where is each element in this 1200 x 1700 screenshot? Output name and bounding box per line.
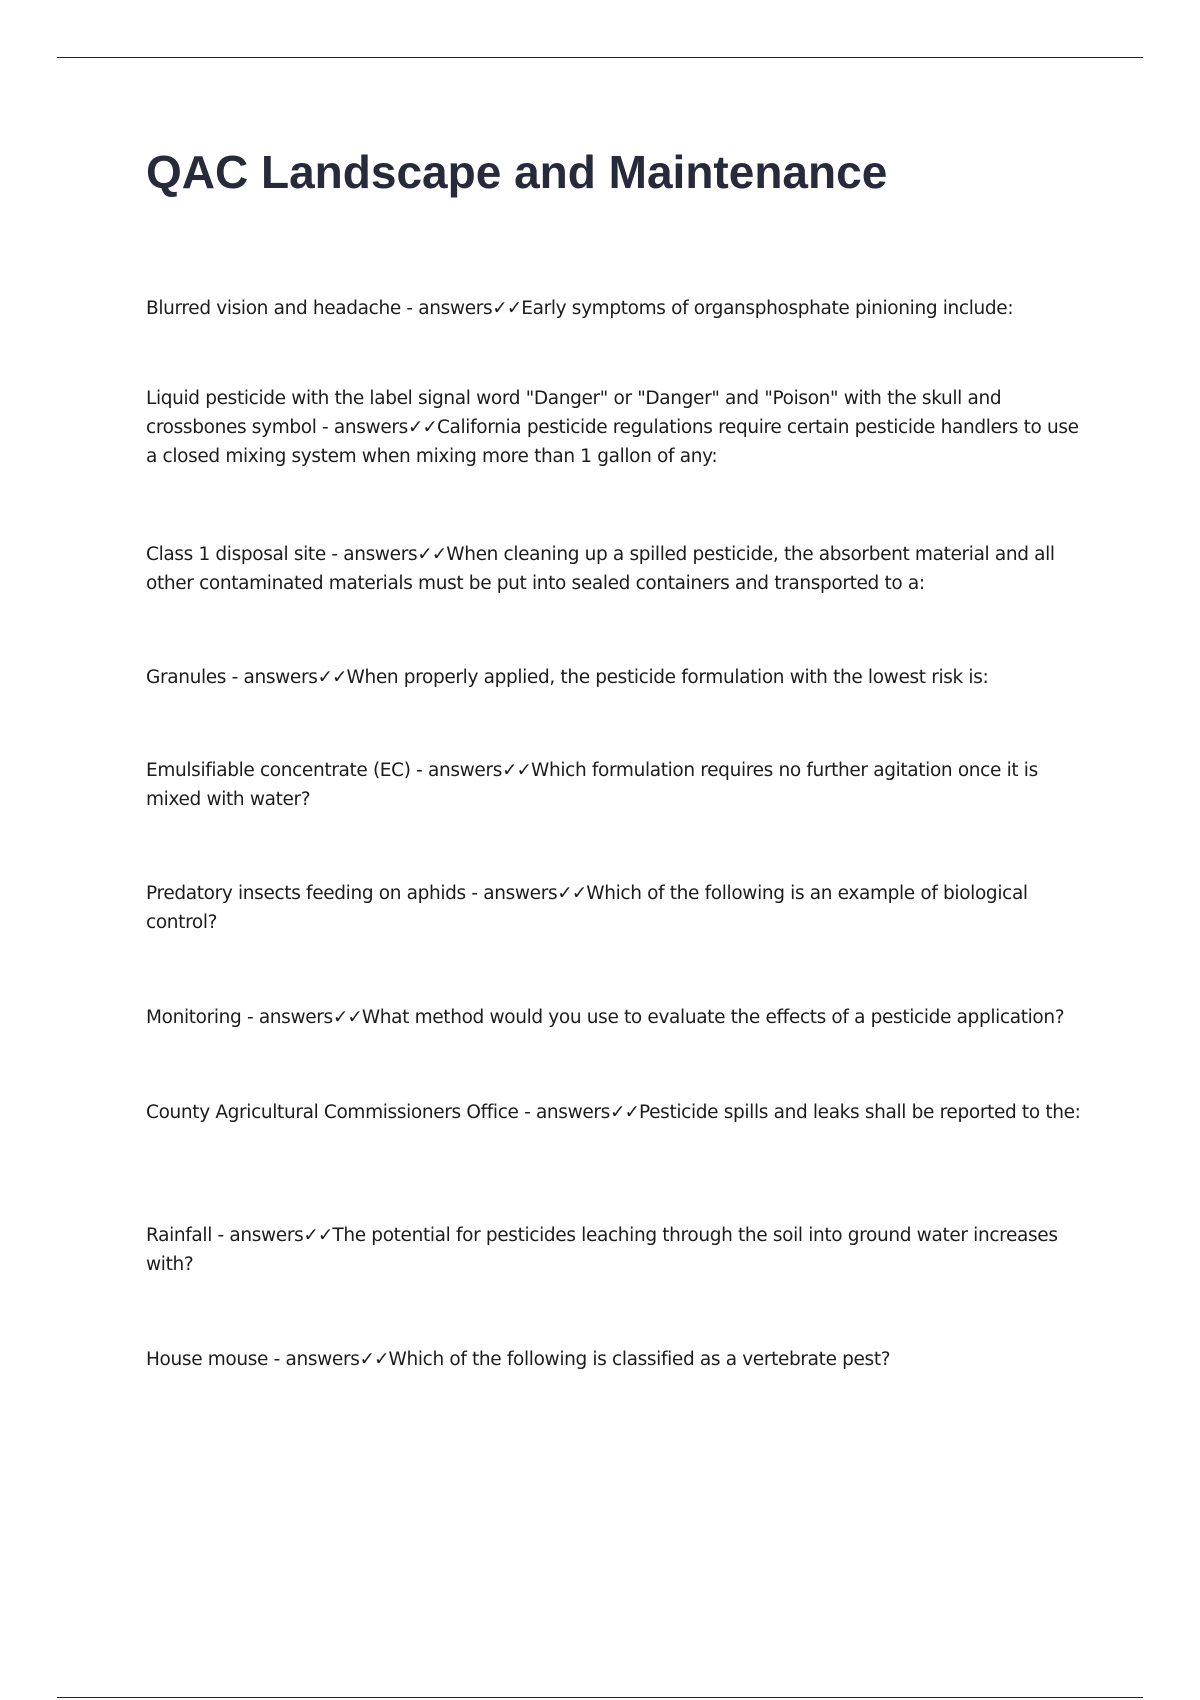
question-text: Pesticide spills and leaks shall be reported to the: — [638, 1102, 1081, 1123]
double-check-icon: ✓✓ — [303, 1225, 333, 1246]
answer-separator: - answers — [325, 544, 418, 565]
question-text: The potential for pesticides leaching through the soil into ground water increases with? — [146, 1225, 1058, 1275]
qa-item — [146, 663, 1086, 692]
answer-text: Emulsifiable concentrate (EC) — [146, 760, 411, 781]
question-text: What method would you use to evaluate the effects of a pesticide application? — [361, 1007, 1065, 1028]
double-check-icon: ✓✓ — [502, 760, 532, 781]
qa-item — [146, 879, 1086, 937]
double-check-icon: ✓✓ — [492, 298, 522, 319]
answer-text: Rainfall — [146, 1225, 212, 1246]
qa-item — [146, 756, 1086, 814]
question-text: Which of the following is classified as a vertebrate pest? — [388, 1349, 891, 1370]
answer-separator: - answers — [518, 1102, 610, 1123]
answer-text: Monitoring — [146, 1007, 242, 1028]
answer-text: County Agricultural Commissioners Office — [146, 1102, 519, 1123]
answer-text: Predatory insects feeding on aphids — [146, 883, 466, 904]
qa-item — [146, 384, 1086, 471]
question-text: Early symptoms of organsphosphate pinioning include: — [521, 298, 1014, 319]
document-title: QAC Landscape and Maintenance — [146, 146, 888, 198]
qa-item — [146, 1098, 1086, 1127]
answer-separator: - answers — [410, 760, 502, 781]
answer-separator: - answers — [316, 417, 408, 438]
answer-text: Blurred vision and headache — [146, 298, 401, 319]
answer-text: House mouse — [146, 1349, 269, 1370]
qa-item — [146, 294, 1086, 323]
qa-item — [146, 1221, 1086, 1279]
double-check-icon: ✓✓ — [407, 417, 437, 438]
answer-separator: - answers — [465, 883, 558, 904]
bottom-rule — [57, 1697, 1143, 1698]
double-check-icon: ✓✓ — [332, 1007, 362, 1028]
double-check-icon: ✓✓ — [417, 544, 447, 565]
double-check-icon: ✓✓ — [557, 883, 587, 904]
answer-separator: - answers — [226, 667, 318, 688]
answer-text: Class 1 disposal site — [146, 544, 326, 565]
answer-separator: - answers — [268, 1349, 360, 1370]
answer-text: Liquid pesticide with the label signal word "Danger" or "Danger" and "Poison" with the skull and crossbones symbol — [146, 388, 1002, 438]
answer-separator: - answers — [241, 1007, 333, 1028]
double-check-icon: ✓✓ — [317, 667, 347, 688]
question-text: Which formulation requires no further agitation once it is mixed with water? — [146, 760, 1038, 810]
double-check-icon: ✓✓ — [359, 1349, 389, 1370]
double-check-icon: ✓✓ — [609, 1102, 639, 1123]
answer-text: Granules — [146, 667, 227, 688]
question-text: California pesticide regulations require certain pesticide handlers to use a closed mixing system when mixing more than 1 gallon of any: — [146, 417, 1079, 467]
answer-separator: - answers — [400, 298, 493, 319]
qa-item — [146, 540, 1086, 598]
question-text: When properly applied, the pesticide formulation with the lowest risk is: — [346, 667, 989, 688]
top-rule — [57, 57, 1143, 58]
qa-item — [146, 1003, 1086, 1032]
answer-separator: - answers — [211, 1225, 304, 1246]
qa-item — [146, 1345, 1086, 1374]
question-text: Which of the following is an example of biological control? — [146, 883, 1028, 933]
question-text: When cleaning up a spilled pesticide, the absorbent material and all other contaminated materials must be put into sealed containers and transported to a: — [146, 544, 1055, 594]
